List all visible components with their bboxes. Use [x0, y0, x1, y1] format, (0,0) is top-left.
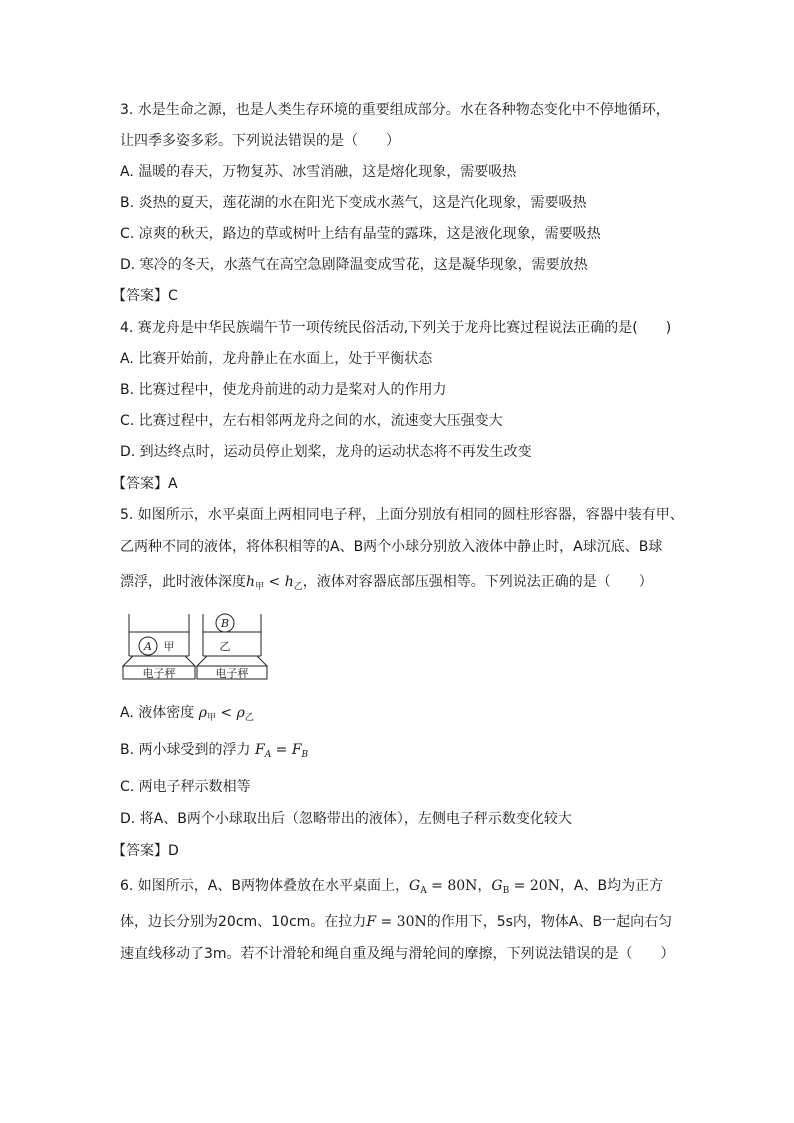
- q6-stem-line2: [120, 912, 672, 932]
- q6-stem-line3: 速直线移动了3m。若不计滑轮和绳自重及绳与滑轮间的摩擦，下列说法错误的是（ ）: [120, 946, 675, 962]
- q3-stem-line1: 3. 水是生命之源，也是人类生存环境的重要组成部分。水在各种物态变化中不停地循环，: [120, 102, 670, 118]
- q6-stem-line1-pre: 6. 如图所示，A、B两物体叠放在水平桌面上，: [120, 878, 409, 894]
- weight-b-value: = 20N: [509, 878, 560, 894]
- separator: ，: [477, 878, 492, 894]
- force-value: = 30N: [376, 914, 427, 930]
- weight-symbol-g: G: [409, 878, 421, 894]
- ball-a-label: A: [144, 640, 152, 653]
- less-than-sign-a: <: [215, 705, 237, 721]
- weight-symbol-g-2: G: [491, 878, 503, 894]
- q5-stem-line2: 乙两种不同的液体，将体积相等的A、B两个小球分别放入液体中静止时，A球沉底、B球: [120, 539, 663, 555]
- subscript-b: B: [301, 750, 309, 760]
- q5-option-a-pre: A. 液体密度: [120, 705, 199, 721]
- q4-stem: 4. 赛龙舟是中华民族端午节一项传统民俗活动,下列关于龙舟比赛过程说法正确的是( ): [120, 320, 672, 336]
- depth-symbol-h-2: h: [284, 574, 294, 590]
- q6-stem-line2-post: 的作用下，5s内，物体A、B一起向右匀: [426, 914, 673, 930]
- subscript-g-a: A: [420, 886, 427, 896]
- q6-stem-line2-pre: 体，边长分别为20cm、10cm。在拉力: [120, 914, 367, 930]
- density-symbol-rho: ρ: [198, 705, 207, 721]
- subscript-g-b: B: [502, 886, 510, 896]
- q6-stem-line1: [120, 876, 663, 901]
- q4-option-b: B. 比赛过程中，使龙舟前进的动力是桨对人的作用力: [120, 382, 447, 398]
- q5-option-a: [120, 703, 254, 728]
- q5-option-d: D. 将A、B两个小球取出后（忽略带出的液体），左侧电子秤示数变化较大: [120, 811, 572, 827]
- subscript-yi-a: 乙: [244, 713, 254, 723]
- q5-stem-line3: [120, 572, 653, 597]
- right-liquid-label: 乙: [219, 640, 231, 653]
- q3-option-d: D. 寒冷的冬天，水蒸气在高空急剧降温变成雪花，这是凝华现象，需要放热: [120, 257, 588, 273]
- subscript-a: A: [264, 750, 272, 760]
- less-than-sign: <: [264, 574, 285, 590]
- q5-option-c: C. 两电子秤示数相等: [120, 779, 251, 795]
- q5-option-b: [120, 740, 308, 765]
- force-symbol-f: F: [366, 914, 377, 930]
- q4-option-c: C. 比赛过程中，左右相邻两龙舟之间的水，流速变大压强变大: [120, 413, 503, 429]
- subscript-jia: 甲: [255, 582, 265, 592]
- right-scale-label: 电子秤: [215, 667, 249, 680]
- q3-stem-line2: 让四季多姿多彩。下列说法错误的是（ ）: [120, 133, 400, 149]
- q4-option-a: A. 比赛开始前，龙舟静止在水面上，处于平衡状态: [120, 351, 433, 367]
- left-liquid-label: 甲: [163, 640, 175, 653]
- q3-option-c: C. 凉爽的秋天，路边的草或树叶上结有晶莹的露珠，这是液化现象，需要吸热: [120, 226, 601, 242]
- weight-a-value: = 80N: [426, 878, 478, 894]
- q5-stem-line3-post: ，液体对容器底部压强相等。下列说法正确的是（ ）: [302, 574, 653, 590]
- q5-stem-line3-pre: 漂浮，此时液体深度: [120, 574, 246, 590]
- q5-option-b-pre: B. 两小球受到的浮力: [120, 742, 255, 758]
- q4-option-d: D. 到达终点时，运动员停止划桨，龙舟的运动状态将不再发生改变: [120, 444, 532, 460]
- buoyancy-symbol-f: F: [254, 742, 265, 758]
- q5-answer: 【答案】D: [112, 843, 179, 859]
- q5-figure: [119, 612, 269, 682]
- left-scale-label: 电子秤: [142, 667, 176, 680]
- depth-symbol-h: h: [246, 574, 256, 590]
- q3-option-a: A. 温暖的春天，万物复苏、冰雪消融，这是熔化现象，需要吸热: [120, 164, 517, 180]
- ball-b-label: B: [220, 617, 230, 630]
- equals-sign: =: [271, 742, 292, 758]
- subscript-jia-a: 甲: [206, 713, 216, 723]
- left-scale-top: [123, 656, 195, 666]
- buoyancy-symbol-f-2: F: [291, 742, 302, 758]
- q6-stem-line1-post: ，A、B均为正方: [559, 878, 664, 894]
- q3-answer: 【答案】C: [112, 288, 178, 304]
- q5-stem-line1: 5. 如图所示，水平桌面上两相同电子秤，上面分别放有相同的圆柱形容器，容器中装有甲、: [120, 507, 684, 523]
- right-scale-top: [197, 656, 267, 666]
- subscript-yi: 乙: [293, 582, 303, 592]
- container-scale-diagram: [119, 612, 269, 682]
- density-symbol-rho-2: ρ: [236, 705, 245, 721]
- q4-answer: 【答案】A: [112, 476, 178, 492]
- q3-option-b: B. 炎热的夏天，莲花湖的水在阳光下变成水蒸气，这是汽化现象，需要吸热: [120, 195, 587, 211]
